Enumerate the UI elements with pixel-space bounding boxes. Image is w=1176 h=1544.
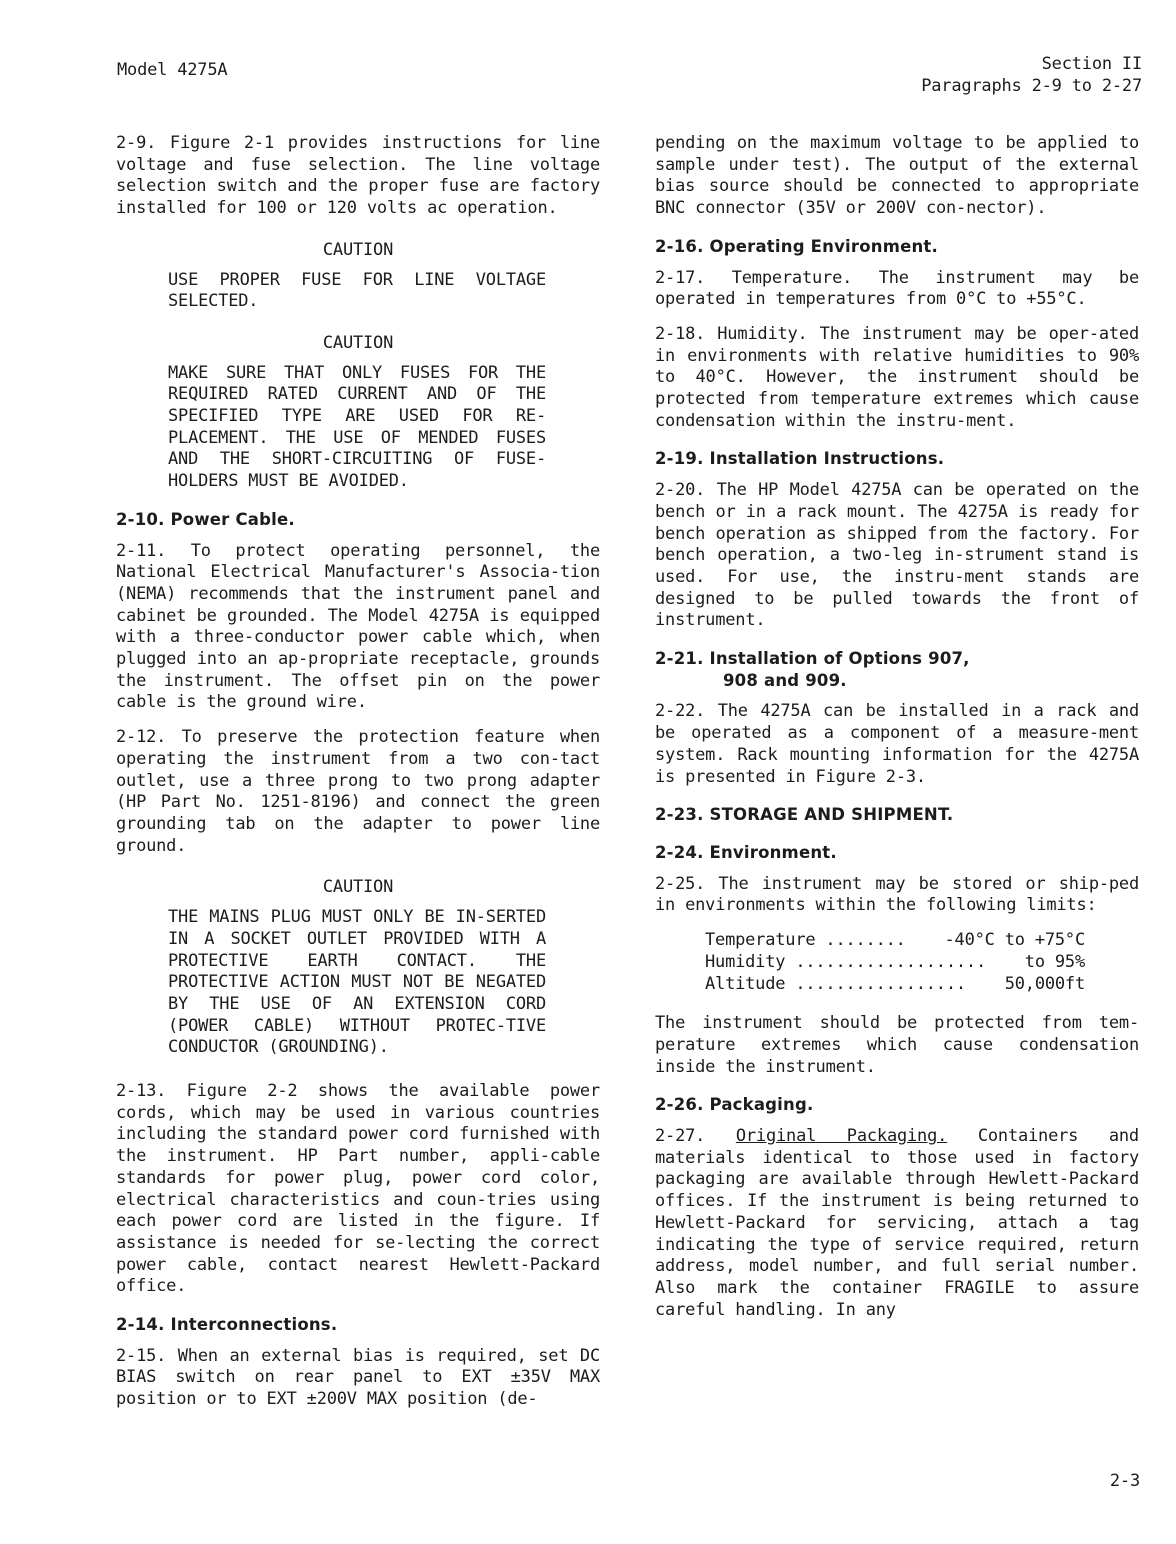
- paragraph-2-25: 2-25. The instrument may be stored or ship-ped in environments within the following limits:: [655, 873, 1139, 916]
- caution-fuse-rating: MAKE SURE THAT ONLY FUSES FOR THE REQUIRED RATED CURRENT AND OF THE SPECIFIED TYPE ARE USED FOR RE-PLACEMENT. THE USE OF MENDED FUSES AND THE SHORT-CIRCUITING OF FUSE-HOLDERS MUST BE AVOIDED.: [168, 362, 546, 492]
- heading-2-21: [655, 648, 1139, 691]
- limit-label: Altitude .................: [705, 973, 966, 994]
- heading-2-26: 2-26. Packaging.: [655, 1095, 814, 1115]
- storage-limits: [705, 930, 1085, 995]
- limit-value: 50,000ft: [1004, 973, 1085, 994]
- limit-row: [705, 930, 1085, 952]
- caution-fuse-voltage: USE PROPER FUSE FOR LINE VOLTAGE SELECTED.: [168, 269, 546, 312]
- section-label: Section II: [1041, 54, 1142, 74]
- paragraph-2-15-continued: pending on the maximum voltage to be applied to sample under test). The output of the external bias source should be connected to appropriate BNC connector (35V or 200V con-nector).: [655, 133, 1139, 219]
- paragraph-2-22: 2-22. The 4275A can be installed in a rack and be operated as a component of a measure-ment system. Rack mounting information for the 4275A is presented in Figure 2-3.: [655, 701, 1139, 787]
- paragraph-range: Paragraphs 2-9 to 2-27: [921, 76, 1142, 96]
- heading-2-16: 2-16. Operating Environment.: [655, 236, 938, 256]
- caution-title: CAUTION: [322, 332, 394, 353]
- paragraph-2-12: 2-12. To preserve the protection feature when operating the instrument from a two con-tact outlet, use a three prong to two prong adapter (HP Part No. 1251-8196) and connect the green grounding tab on the adapter to power line ground.: [116, 727, 600, 856]
- paragraph-2-27-body: Containers and materials identical to those used in factory packaging are available through Hewlett-Packard offices. If the instrument is being returned to Hewlett-Packard for servicing, attach a tag indicating the type of service required, return address, model number, and full serial number. Also mark the container FRAGILE to assure careful handling. In any: [655, 1126, 1139, 1320]
- limit-row: [705, 974, 1085, 996]
- limit-value: -40°C to +75°C: [944, 930, 1085, 951]
- paragraph-2-27: [655, 1126, 1139, 1321]
- paragraph-2-20: 2-20. The HP Model 4275A can be operated on the bench or in a rack mount. The 4275A is ready for bench operation as shipped from the factory. For bench operation, a two-leg in-strument stand is used. For use, the instru-ment stands are designed to be pulled towards the front of instrument.: [655, 480, 1139, 631]
- limit-label: Humidity ...................: [705, 951, 986, 972]
- heading-2-21-line1: 2-21. Installation of Options 907,: [655, 649, 970, 669]
- paragraph-2-15: 2-15. When an external bias is required, set DC BIAS switch on rear panel to EXT ±35V MAX position or to EXT ±200V MAX position (de-: [116, 1345, 600, 1410]
- left-column: [116, 133, 600, 1424]
- heading-2-19: 2-19. Installation Instructions.: [655, 449, 945, 469]
- paragraph-2-11: 2-11. To protect operating personnel, the National Electrical Manufacturer's Associa-tion (NEMA) recommends that the instrument panel and cabinet be grounded. The Model 4275A is equipped with a three-conductor power cable which, when plugged into an ap-propriate receptacle, grounds the instrument. The offset pin on the power cable is the ground wire.: [116, 540, 600, 713]
- limit-label: Temperature ........: [705, 930, 906, 951]
- limit-row: [705, 952, 1085, 974]
- heading-2-14: 2-14. Interconnections.: [116, 1315, 338, 1335]
- section-header: [921, 53, 1142, 97]
- limit-value: to 95%: [1024, 951, 1085, 972]
- caution-title: CAUTION: [322, 877, 394, 898]
- paragraph-storage-note: The instrument should be protected from tem-perature extremes which cause condensation inside the instrument.: [655, 1013, 1139, 1077]
- paragraph-2-17: 2-17. Temperature. The instrument may be operated in temperatures from 0°C to +55°C.: [655, 267, 1139, 310]
- paragraph-2-9: 2-9. Figure 2-1 provides instructions for line voltage and fuse selection. The line voltage selection switch and the proper fuse are factory installed for 100 or 120 volts ac operation.: [116, 133, 600, 219]
- paragraph-2-18: 2-18. Humidity. The instrument may be oper-ated in environments with relative humidities to 90% to 40°C. However, the instrument should be protected from temperature extremes which cause condensation within the instru-ment.: [655, 323, 1139, 431]
- heading-2-24: 2-24. Environment.: [655, 842, 837, 862]
- paragraph-2-13: 2-13. Figure 2-2 shows the available power cords, which may be used in various countries including the standard power cord furnished with the instrument. HP Part number, appli-cable standards for power plug, power cord color, electrical characteristics and coun-tries using each power cord are listed in the figure. If assistance is needed for se-lecting the correct power cable, contact nearest Hewlett-Packard office.: [116, 1081, 600, 1297]
- paragraph-2-27-number: 2-27.: [655, 1126, 706, 1147]
- right-column: [655, 133, 1139, 1334]
- page-number: 2-3: [1109, 1471, 1140, 1491]
- caution-mains-plug: THE MAINS PLUG MUST ONLY BE IN-SERTED IN A SOCKET OUTLET PROVIDED WITH A PROTECTIVE EARTH CONTACT. THE PROTECTIVE ACTION MUST NOT BE NEGATED BY THE USE OF AN EXTENSION CORD (POWER CABLE) WITHOUT PROTEC-TIVE CONDUCTOR (GROUNDING).: [168, 907, 546, 1058]
- caution-title: CAUTION: [322, 239, 394, 260]
- heading-2-21-line2: 908 and 909.: [723, 670, 847, 690]
- heading-2-23: 2-23. STORAGE AND SHIPMENT.: [655, 805, 954, 825]
- paragraph-2-27-title: Original Packaging.: [735, 1126, 948, 1147]
- heading-2-10: 2-10. Power Cable.: [116, 509, 295, 529]
- model-header: Model 4275A: [117, 60, 228, 80]
